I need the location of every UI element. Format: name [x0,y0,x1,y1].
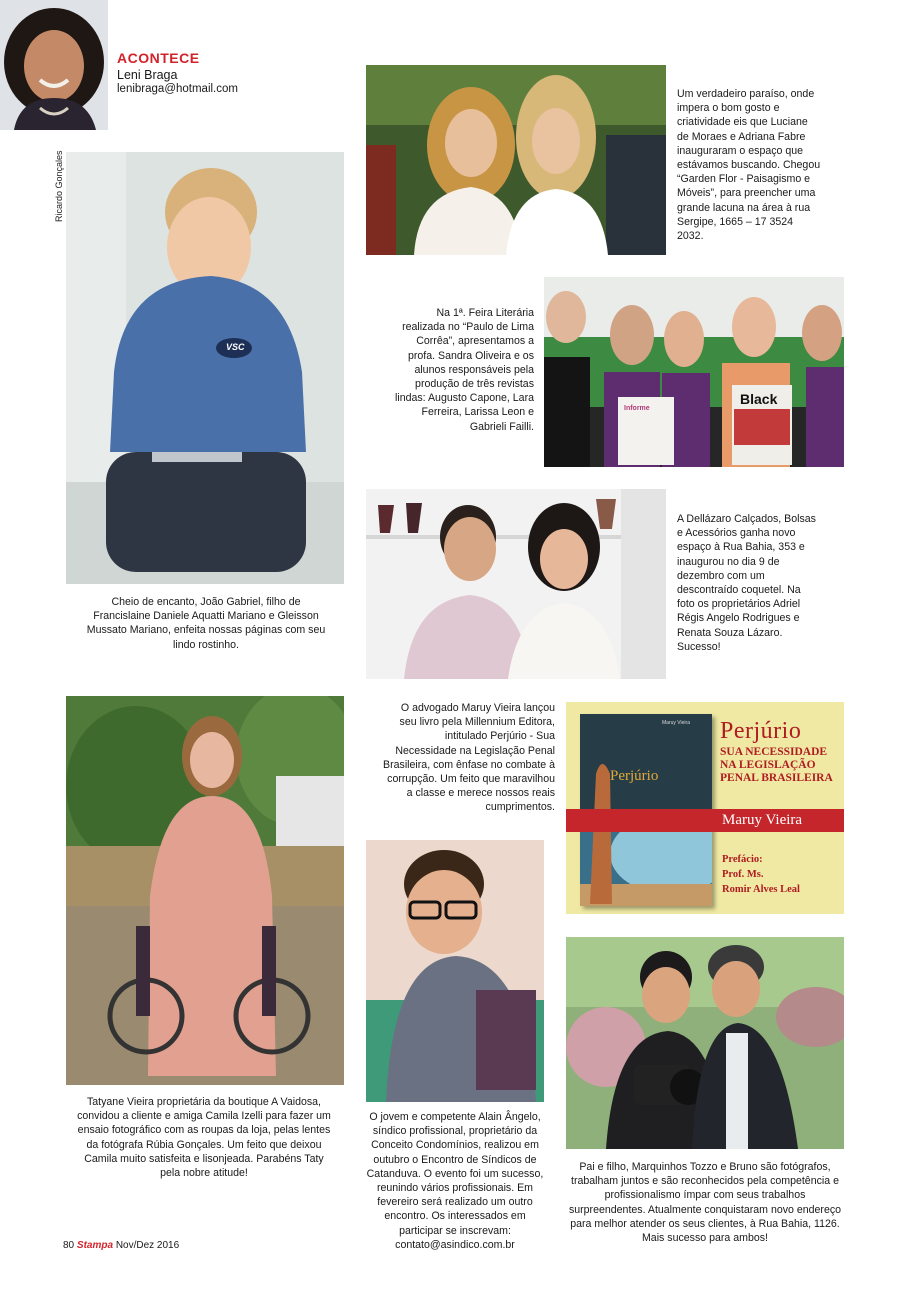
garden-flor-photo [366,65,666,255]
feira-literaria-photo [544,277,844,467]
book-preface [722,852,800,897]
section-title: ACONTECE [117,50,200,66]
book-cover-author: Maruy Vieira [662,720,690,726]
book-preface-label: Prefácio: [722,854,763,865]
magazine-informe-label: Informe [624,405,650,412]
alain-caption: O jovem e competente Alain Ângelo, síndico profissional, proprietário da Conceito Condomínios, realizou em outubro o Encontro de Síndicos de Catanduva. O evento foi um sucesso, reunindo vários profissionais. Em fevereiro será realizado um outro encontro. Os interessados em participar se inscrevam: contato@asindico.com.br [366,1111,544,1251]
author-email: lenibraga@hotmail.com [117,83,238,95]
tozzo-photo [566,937,844,1149]
perjurio-book-cover [566,702,844,914]
tozzo-caption: Pai e filho, Marquinhos Tozzo e Bruno são fotógrafos, trabalham juntos e são reconhecidos pela competência e profissionalismo ímpar com seus trabalhos surpreendentes. Atualmente conquistaram novo endereço para melhor atender os seus clientes, à Rua Bahia, 1126. Mais sucesso para ambos! [568,1161,842,1245]
book-author: Maruy Vieira [722,812,803,828]
dellazaro-photo [366,489,666,679]
book-preface-name: Romir Alves Leal [722,884,800,895]
book-title: Perjúrio [720,718,802,744]
book-preface-title: Prof. Ms. [722,869,764,880]
shirt-logo-text: VSC [226,342,245,352]
magazine-brand: Stampa [76,1240,114,1251]
book-subtitle: SUA NECESSIDADE NA LEGISLAÇÃO PENAL BRASILEIRA [720,746,833,784]
alain-angelo-photo [366,840,544,1102]
tatyane-camila-photo [66,696,344,1085]
page-footer [63,1240,179,1251]
book-author-band [566,809,844,832]
lawyer-caption: O advogado Maruy Vieira lançou seu livro pela Millennium Editora, intitulado Perjúrio - Sua Necessidade na Legislação Penal Brasileira, com ênfase no combate à corrupção. Um feito que maravilhou a classe e merece nossos reais cumprimentos. [383,702,555,814]
page-number: 80 [63,1240,75,1251]
dellazaro-caption: A Dellázaro Calçados, Bolsas e Acessórios ganha novo espaço à Rua Bahia, 353 e inaugurou no dia 9 de dezembro com um descontraído coquetel. Na foto os proprietários Adriel Régis Angelo Rodrigues e Renata Souza Lázaro. Sucesso! [677,513,816,653]
garden-caption: Um verdadeiro paraíso, onde impera o bom gosto e criatividade eis que Luciane de Moraes e Adriana Fabre inauguraram o espaço que estávamos buscando. Chegou “Garden Flor - Paisagismo e Móveis”, para preencher uma grande lacuna na área à rua Sergipe, 1665 – 17 3524 2032. [677,88,821,243]
photo-credit: Ricardo Gonçales [54,150,64,222]
issue-date: Nov/Dez 2016 [115,1240,180,1251]
boy-caption: Cheio de encanto, João Gabriel, filho de Francislaine Daniele Aquatti Mariano e Gleisson Mussato Mariano, enfeita nossas páginas com seu lindo rostinho. [86,596,326,651]
tatyane-caption: Tatyane Vieira proprietária da boutique A Vaidosa, convidou a cliente e amiga Camila Izelli para fazer um ensaio fotográfico com as roupas da loja, pelas lentes da fotógrafa Rúbia Gonçales. Um feito que deixou Camila muito satisfeita e lisonjeada. Parabéns Taty pela nobre atitude! [77,1096,331,1180]
feira-caption: Na 1ª. Feira Literária realizada no “Paulo de Lima Corrêa”, apresentamos a profa. Sandra Oliveira e os alunos responsáveis pela produção de três revistas lindas: Augusto Capone, Lara Ferreira, Larissa Leon e Gabrieli Failli. [395,307,534,433]
book-cover-title: Perjúrio [610,768,659,784]
boy-photo [66,152,344,584]
magazine-black-label: Black [740,391,778,407]
author-portrait [0,0,108,130]
author-name: Leni Braga [117,68,178,82]
